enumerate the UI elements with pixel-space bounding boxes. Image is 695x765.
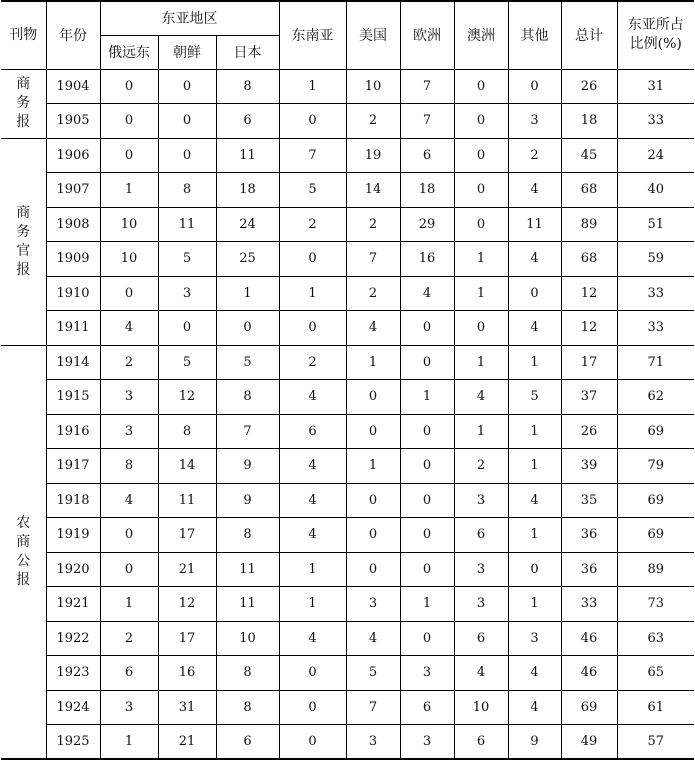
other-cell: 5 <box>508 380 561 415</box>
other-cell: 4 <box>508 656 561 691</box>
russia-far-east-cell: 0 <box>100 552 158 587</box>
table-row <box>1 483 694 518</box>
southeast-asia-cell: 2 <box>279 345 346 380</box>
east-asia-ratio-cell: 59 <box>617 242 694 277</box>
other-cell: 1 <box>508 345 561 380</box>
korea-cell: 8 <box>158 414 216 449</box>
total-cell: 17 <box>561 345 617 380</box>
russia-far-east-cell: 3 <box>100 690 158 725</box>
australia-cell: 6 <box>454 621 508 656</box>
japan-cell: 24 <box>216 207 279 242</box>
korea-cell: 5 <box>158 242 216 277</box>
year-cell: 1909 <box>46 242 100 277</box>
table-row <box>1 449 694 484</box>
other-cell: 0 <box>508 276 561 311</box>
japan-cell: 18 <box>216 173 279 208</box>
trade-statistics-table <box>1 0 694 760</box>
southeast-asia-cell: 4 <box>279 380 346 415</box>
japan-cell: 11 <box>216 587 279 622</box>
usa-cell: 19 <box>346 138 400 173</box>
russia-far-east-cell: 3 <box>100 380 158 415</box>
europe-cell: 7 <box>400 104 454 139</box>
europe-cell: 0 <box>400 518 454 553</box>
southeast-asia-cell: 1 <box>279 587 346 622</box>
table-row <box>1 690 694 725</box>
europe-cell: 6 <box>400 138 454 173</box>
japan-cell: 6 <box>216 104 279 139</box>
southeast-asia-cell: 4 <box>279 449 346 484</box>
europe-cell: 3 <box>400 725 454 760</box>
table-row <box>1 552 694 587</box>
total-cell: 26 <box>561 414 617 449</box>
europe-cell: 7 <box>400 69 454 104</box>
header-year: 年份 <box>46 1 100 69</box>
total-cell: 36 <box>561 518 617 553</box>
korea-cell: 31 <box>158 690 216 725</box>
korea-cell: 0 <box>158 138 216 173</box>
japan-cell: 6 <box>216 725 279 760</box>
southeast-asia-cell: 5 <box>279 173 346 208</box>
header-east-asia: 东亚地区 <box>100 1 279 35</box>
australia-cell: 0 <box>454 173 508 208</box>
southeast-asia-cell: 0 <box>279 656 346 691</box>
southeast-asia-cell: 1 <box>279 69 346 104</box>
header-russia-far-east: 俄远东 <box>100 35 158 69</box>
russia-far-east-cell: 3 <box>100 414 158 449</box>
table-body <box>1 69 694 759</box>
header-journal: 刊物 <box>1 1 46 69</box>
other-cell: 3 <box>508 104 561 139</box>
russia-far-east-cell: 2 <box>100 621 158 656</box>
other-cell: 1 <box>508 518 561 553</box>
total-cell: 12 <box>561 276 617 311</box>
year-cell: 1907 <box>46 173 100 208</box>
table-row <box>1 242 694 277</box>
header-other: 其他 <box>508 1 561 69</box>
east-asia-ratio-cell: 33 <box>617 311 694 346</box>
table-row <box>1 311 694 346</box>
other-cell: 2 <box>508 138 561 173</box>
table-row <box>1 138 694 173</box>
russia-far-east-cell: 10 <box>100 242 158 277</box>
usa-cell: 10 <box>346 69 400 104</box>
total-cell: 39 <box>561 449 617 484</box>
year-cell: 1908 <box>46 207 100 242</box>
korea-cell: 14 <box>158 449 216 484</box>
total-cell: 33 <box>561 587 617 622</box>
australia-cell: 6 <box>454 725 508 760</box>
europe-cell: 0 <box>400 345 454 380</box>
southeast-asia-cell: 0 <box>279 690 346 725</box>
europe-cell: 0 <box>400 414 454 449</box>
year-cell: 1916 <box>46 414 100 449</box>
other-cell: 1 <box>508 587 561 622</box>
total-cell: 89 <box>561 207 617 242</box>
korea-cell: 11 <box>158 483 216 518</box>
australia-cell: 10 <box>454 690 508 725</box>
southeast-asia-cell: 1 <box>279 276 346 311</box>
europe-cell: 0 <box>400 311 454 346</box>
total-cell: 36 <box>561 552 617 587</box>
east-asia-ratio-cell: 89 <box>617 552 694 587</box>
table-row <box>1 276 694 311</box>
europe-cell: 18 <box>400 173 454 208</box>
europe-cell: 29 <box>400 207 454 242</box>
australia-cell: 1 <box>454 345 508 380</box>
russia-far-east-cell: 2 <box>100 345 158 380</box>
journal-cell: 农 商 公 报 <box>1 345 46 759</box>
europe-cell: 0 <box>400 449 454 484</box>
east-asia-ratio-cell: 69 <box>617 518 694 553</box>
southeast-asia-cell: 0 <box>279 725 346 760</box>
europe-cell: 0 <box>400 552 454 587</box>
japan-cell: 11 <box>216 552 279 587</box>
europe-cell: 4 <box>400 276 454 311</box>
korea-cell: 16 <box>158 656 216 691</box>
year-cell: 1923 <box>46 656 100 691</box>
east-asia-ratio-cell: 71 <box>617 345 694 380</box>
year-cell: 1922 <box>46 621 100 656</box>
east-asia-ratio-cell: 65 <box>617 656 694 691</box>
usa-cell: 1 <box>346 449 400 484</box>
east-asia-ratio-cell: 61 <box>617 690 694 725</box>
usa-cell: 7 <box>346 690 400 725</box>
korea-cell: 12 <box>158 587 216 622</box>
header-japan: 日本 <box>216 35 279 69</box>
year-cell: 1918 <box>46 483 100 518</box>
korea-cell: 8 <box>158 173 216 208</box>
usa-cell: 4 <box>346 311 400 346</box>
russia-far-east-cell: 0 <box>100 518 158 553</box>
korea-cell: 12 <box>158 380 216 415</box>
other-cell: 4 <box>508 173 561 208</box>
korea-cell: 5 <box>158 345 216 380</box>
header-southeast-asia: 东南亚 <box>279 1 346 69</box>
southeast-asia-cell: 2 <box>279 207 346 242</box>
total-cell: 49 <box>561 725 617 760</box>
table-row <box>1 518 694 553</box>
russia-far-east-cell: 0 <box>100 69 158 104</box>
korea-cell: 3 <box>158 276 216 311</box>
table-row <box>1 621 694 656</box>
korea-cell: 0 <box>158 311 216 346</box>
table-row <box>1 414 694 449</box>
total-cell: 45 <box>561 138 617 173</box>
korea-cell: 0 <box>158 104 216 139</box>
russia-far-east-cell: 6 <box>100 656 158 691</box>
japan-cell: 7 <box>216 414 279 449</box>
year-cell: 1905 <box>46 104 100 139</box>
total-cell: 35 <box>561 483 617 518</box>
year-cell: 1925 <box>46 725 100 760</box>
table-row <box>1 345 694 380</box>
header-europe: 欧洲 <box>400 1 454 69</box>
korea-cell: 21 <box>158 552 216 587</box>
europe-cell: 1 <box>400 380 454 415</box>
year-cell: 1904 <box>46 69 100 104</box>
east-asia-ratio-cell: 31 <box>617 69 694 104</box>
europe-cell: 1 <box>400 587 454 622</box>
russia-far-east-cell: 4 <box>100 483 158 518</box>
journal-cell: 商 务 官 报 <box>1 138 46 345</box>
usa-cell: 2 <box>346 276 400 311</box>
australia-cell: 0 <box>454 311 508 346</box>
year-cell: 1906 <box>46 138 100 173</box>
total-cell: 68 <box>561 173 617 208</box>
russia-far-east-cell: 0 <box>100 104 158 139</box>
europe-cell: 3 <box>400 656 454 691</box>
other-cell: 1 <box>508 449 561 484</box>
russia-far-east-cell: 4 <box>100 311 158 346</box>
southeast-asia-cell: 4 <box>279 518 346 553</box>
year-cell: 1920 <box>46 552 100 587</box>
usa-cell: 14 <box>346 173 400 208</box>
australia-cell: 6 <box>454 518 508 553</box>
east-asia-ratio-cell: 33 <box>617 276 694 311</box>
usa-cell: 3 <box>346 587 400 622</box>
journal-cell: 商 务 报 <box>1 69 46 138</box>
table-row <box>1 104 694 139</box>
australia-cell: 4 <box>454 380 508 415</box>
japan-cell: 9 <box>216 449 279 484</box>
japan-cell: 0 <box>216 311 279 346</box>
southeast-asia-cell: 7 <box>279 138 346 173</box>
europe-cell: 6 <box>400 690 454 725</box>
russia-far-east-cell: 8 <box>100 449 158 484</box>
usa-cell: 0 <box>346 380 400 415</box>
japan-cell: 8 <box>216 380 279 415</box>
usa-cell: 2 <box>346 104 400 139</box>
japan-cell: 8 <box>216 69 279 104</box>
east-asia-ratio-cell: 51 <box>617 207 694 242</box>
table-row <box>1 173 694 208</box>
total-cell: 37 <box>561 380 617 415</box>
east-asia-ratio-cell: 24 <box>617 138 694 173</box>
usa-cell: 7 <box>346 242 400 277</box>
year-cell: 1911 <box>46 311 100 346</box>
japan-cell: 9 <box>216 483 279 518</box>
japan-cell: 8 <box>216 518 279 553</box>
east-asia-ratio-cell: 69 <box>617 414 694 449</box>
total-cell: 68 <box>561 242 617 277</box>
australia-cell: 0 <box>454 104 508 139</box>
southeast-asia-cell: 4 <box>279 621 346 656</box>
header-australia: 澳洲 <box>454 1 508 69</box>
australia-cell: 3 <box>454 587 508 622</box>
other-cell: 4 <box>508 311 561 346</box>
usa-cell: 0 <box>346 483 400 518</box>
russia-far-east-cell: 1 <box>100 725 158 760</box>
east-asia-ratio-cell: 33 <box>617 104 694 139</box>
usa-cell: 0 <box>346 552 400 587</box>
east-asia-ratio-cell: 63 <box>617 621 694 656</box>
total-cell: 18 <box>561 104 617 139</box>
total-cell: 12 <box>561 311 617 346</box>
header-usa: 美国 <box>346 1 400 69</box>
total-cell: 26 <box>561 69 617 104</box>
total-cell: 46 <box>561 656 617 691</box>
europe-cell: 16 <box>400 242 454 277</box>
table-row <box>1 587 694 622</box>
japan-cell: 5 <box>216 345 279 380</box>
australia-cell: 1 <box>454 276 508 311</box>
other-cell: 4 <box>508 690 561 725</box>
east-asia-ratio-cell: 79 <box>617 449 694 484</box>
usa-cell: 2 <box>346 207 400 242</box>
australia-cell: 1 <box>454 242 508 277</box>
japan-cell: 8 <box>216 656 279 691</box>
table-row <box>1 69 694 104</box>
russia-far-east-cell: 1 <box>100 587 158 622</box>
other-cell: 9 <box>508 725 561 760</box>
other-cell: 1 <box>508 414 561 449</box>
japan-cell: 10 <box>216 621 279 656</box>
usa-cell: 0 <box>346 518 400 553</box>
year-cell: 1917 <box>46 449 100 484</box>
australia-cell: 0 <box>454 138 508 173</box>
east-asia-ratio-cell: 73 <box>617 587 694 622</box>
year-cell: 1915 <box>46 380 100 415</box>
total-cell: 69 <box>561 690 617 725</box>
year-cell: 1921 <box>46 587 100 622</box>
japan-cell: 8 <box>216 690 279 725</box>
europe-cell: 0 <box>400 483 454 518</box>
other-cell: 0 <box>508 69 561 104</box>
usa-cell: 1 <box>346 345 400 380</box>
other-cell: 4 <box>508 483 561 518</box>
russia-far-east-cell: 0 <box>100 138 158 173</box>
australia-cell: 0 <box>454 69 508 104</box>
australia-cell: 0 <box>454 207 508 242</box>
southeast-asia-cell: 4 <box>279 483 346 518</box>
russia-far-east-cell: 1 <box>100 173 158 208</box>
usa-cell: 5 <box>346 656 400 691</box>
russia-far-east-cell: 0 <box>100 276 158 311</box>
usa-cell: 3 <box>346 725 400 760</box>
europe-cell: 0 <box>400 621 454 656</box>
other-cell: 11 <box>508 207 561 242</box>
australia-cell: 3 <box>454 552 508 587</box>
year-cell: 1919 <box>46 518 100 553</box>
russia-far-east-cell: 10 <box>100 207 158 242</box>
southeast-asia-cell: 0 <box>279 104 346 139</box>
header-east-asia-ratio: 东亚所占 比例(%) <box>617 1 694 69</box>
australia-cell: 4 <box>454 656 508 691</box>
table-row <box>1 380 694 415</box>
year-cell: 1924 <box>46 690 100 725</box>
other-cell: 4 <box>508 242 561 277</box>
east-asia-ratio-cell: 62 <box>617 380 694 415</box>
year-cell: 1910 <box>46 276 100 311</box>
japan-cell: 25 <box>216 242 279 277</box>
southeast-asia-cell: 0 <box>279 242 346 277</box>
table-row <box>1 656 694 691</box>
other-cell: 3 <box>508 621 561 656</box>
southeast-asia-cell: 1 <box>279 552 346 587</box>
total-cell: 46 <box>561 621 617 656</box>
korea-cell: 11 <box>158 207 216 242</box>
header-korea: 朝鲜 <box>158 35 216 69</box>
japan-cell: 11 <box>216 138 279 173</box>
east-asia-ratio-cell: 57 <box>617 725 694 760</box>
usa-cell: 0 <box>346 414 400 449</box>
korea-cell: 17 <box>158 518 216 553</box>
southeast-asia-cell: 6 <box>279 414 346 449</box>
korea-cell: 0 <box>158 69 216 104</box>
korea-cell: 17 <box>158 621 216 656</box>
usa-cell: 4 <box>346 621 400 656</box>
australia-cell: 3 <box>454 483 508 518</box>
year-cell: 1914 <box>46 345 100 380</box>
korea-cell: 21 <box>158 725 216 760</box>
table-row <box>1 725 694 760</box>
southeast-asia-cell: 0 <box>279 311 346 346</box>
header-row-1 <box>1 1 694 35</box>
east-asia-ratio-cell: 69 <box>617 483 694 518</box>
japan-cell: 1 <box>216 276 279 311</box>
east-asia-ratio-cell: 40 <box>617 173 694 208</box>
australia-cell: 2 <box>454 449 508 484</box>
australia-cell: 1 <box>454 414 508 449</box>
table-row <box>1 207 694 242</box>
header-total: 总计 <box>561 1 617 69</box>
other-cell: 0 <box>508 552 561 587</box>
